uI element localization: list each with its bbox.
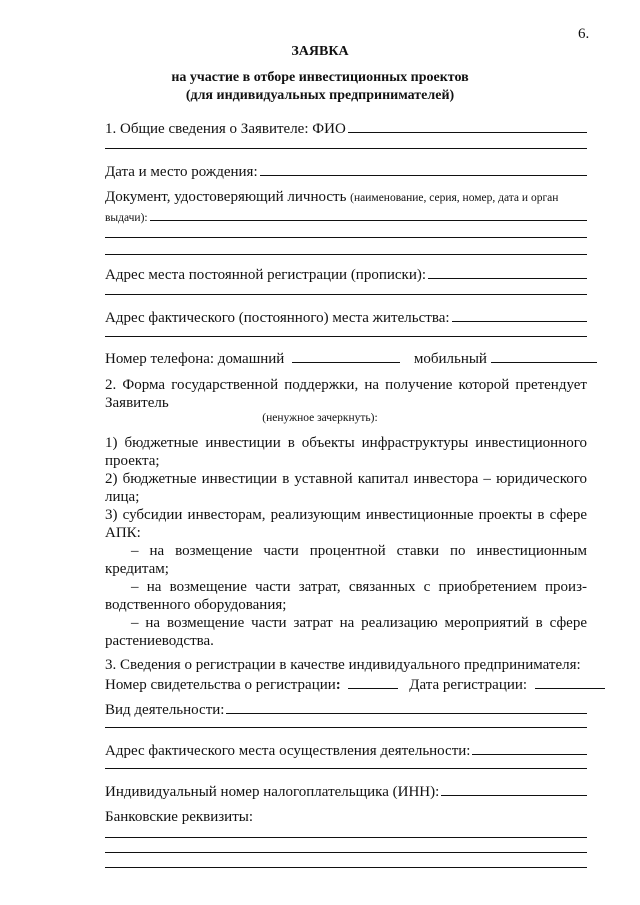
doc-row-2 <box>105 206 587 227</box>
phone-home-label: Номер телефона: домашний <box>105 351 285 367</box>
reg-date-field[interactable] <box>535 674 605 689</box>
activity-extra-line[interactable] <box>105 727 587 728</box>
page-number: 6. <box>578 26 590 42</box>
sub-option-1-line-b[interactable]: кредитам; <box>105 561 169 577</box>
fio-field[interactable] <box>348 118 587 133</box>
doc-field[interactable] <box>150 206 587 221</box>
sub-option-3-line-b[interactable]: растениеводства. <box>105 633 214 649</box>
option-2-line-b[interactable]: лица; <box>105 489 140 505</box>
option-3-line-a[interactable]: 3) субсидии инвесторам, реализующим инвестиционные проекты в сфере <box>105 507 587 523</box>
birth-field[interactable] <box>260 161 587 176</box>
sub-option-3-line-a[interactable]: – на возмещение части затрат на реализацию мероприятий в сфере <box>131 615 587 631</box>
inn-field[interactable] <box>441 781 587 796</box>
bank-line-3[interactable] <box>105 867 587 868</box>
inn-row <box>105 781 587 801</box>
fio-row <box>105 118 587 138</box>
cert-number-field[interactable] <box>348 674 398 689</box>
phone-mobile-label: мобильный <box>413 351 487 367</box>
phone-home-field[interactable] <box>292 348 400 363</box>
form-subtitle-1: на участие в отборе инвестиционных проектов <box>171 70 469 85</box>
doc-label: Документ, удостоверяющий личность <box>105 189 347 205</box>
actual-address-row <box>105 307 587 327</box>
reg-address-row <box>105 264 587 284</box>
cross-out-note: (ненужное зачеркнуть): <box>262 412 378 424</box>
activity-row <box>105 699 587 719</box>
phone-mobile-field[interactable] <box>491 348 597 363</box>
birth-label: Дата и место рождения: <box>105 164 258 180</box>
support-form-line-1: 2. Форма государственной поддержки, на получение которой претендует <box>105 377 587 393</box>
activity-label: Вид деятельности: <box>105 702 225 718</box>
activity-address-field[interactable] <box>472 740 587 755</box>
doc-extra-line-1[interactable] <box>105 237 587 238</box>
option-2-line-a[interactable]: 2) бюджетные инвестиции в уставной капитал инвестора – юридического <box>105 471 587 487</box>
activity-address-label: Адрес фактического места осуществления деятельности: <box>105 743 471 759</box>
reg-date-label: Дата регистрации: <box>409 677 528 693</box>
sub-option-1-line-a[interactable]: – на возмещение части процентной ставки по инвестиционным <box>131 543 587 559</box>
doc-row <box>105 188 587 207</box>
phone-row <box>105 348 587 368</box>
doc-extra-line-2[interactable] <box>105 254 587 255</box>
activity-field[interactable] <box>226 699 587 714</box>
reg-address-extra-line[interactable] <box>105 294 587 295</box>
inn-label: Индивидуальный номер налогоплательщика (ИНН): <box>105 784 440 800</box>
doc-hint: (наименование, серия, номер, дата и орган <box>350 192 559 204</box>
sub-option-2-line-b[interactable]: водственного оборудования; <box>105 597 287 613</box>
fio-label: 1. Общие сведения о Заявителе: ФИО <box>105 121 346 137</box>
option-1-line-a[interactable]: 1) бюджетные инвестиции в объекты инфраструктуры инвестиционного <box>105 435 587 451</box>
bank-row <box>105 808 587 826</box>
doc-hint-2: выдачи): <box>105 212 148 224</box>
actual-address-field[interactable] <box>452 307 587 322</box>
bank-label: Банковские реквизиты: <box>105 809 254 825</box>
option-3-line-b[interactable]: АПК: <box>105 525 141 541</box>
bank-line-2[interactable] <box>105 852 587 853</box>
support-form-line-2: Заявитель <box>105 395 169 411</box>
cert-label: Номер свидетельства о регистрации <box>105 677 336 693</box>
sub-option-2-line-a[interactable]: – на возмещение части затрат, связанных с приобретением произ- <box>131 579 587 595</box>
fio-extra-line[interactable] <box>105 148 587 149</box>
bank-line-1[interactable] <box>105 837 587 838</box>
form-title: ЗАЯВКА <box>291 44 349 59</box>
reg-address-field[interactable] <box>428 264 587 279</box>
activity-address-extra-line[interactable] <box>105 768 587 769</box>
actual-address-label: Адрес фактического (постоянного) места жительства: <box>105 310 450 326</box>
cert-row <box>105 674 587 694</box>
birth-row <box>105 161 587 181</box>
option-1-line-b[interactable]: проекта; <box>105 453 160 469</box>
reg-address-label: Адрес места постоянной регистрации (прописки): <box>105 267 427 283</box>
registration-section-title: 3. Сведения о регистрации в качестве индивидуального предпринимателя: <box>105 657 581 673</box>
activity-address-row <box>105 740 587 760</box>
actual-address-extra-line[interactable] <box>105 336 587 337</box>
cert-colon: : <box>335 677 341 693</box>
form-subtitle-2: (для индивидуальных предпринимателей) <box>185 88 455 103</box>
